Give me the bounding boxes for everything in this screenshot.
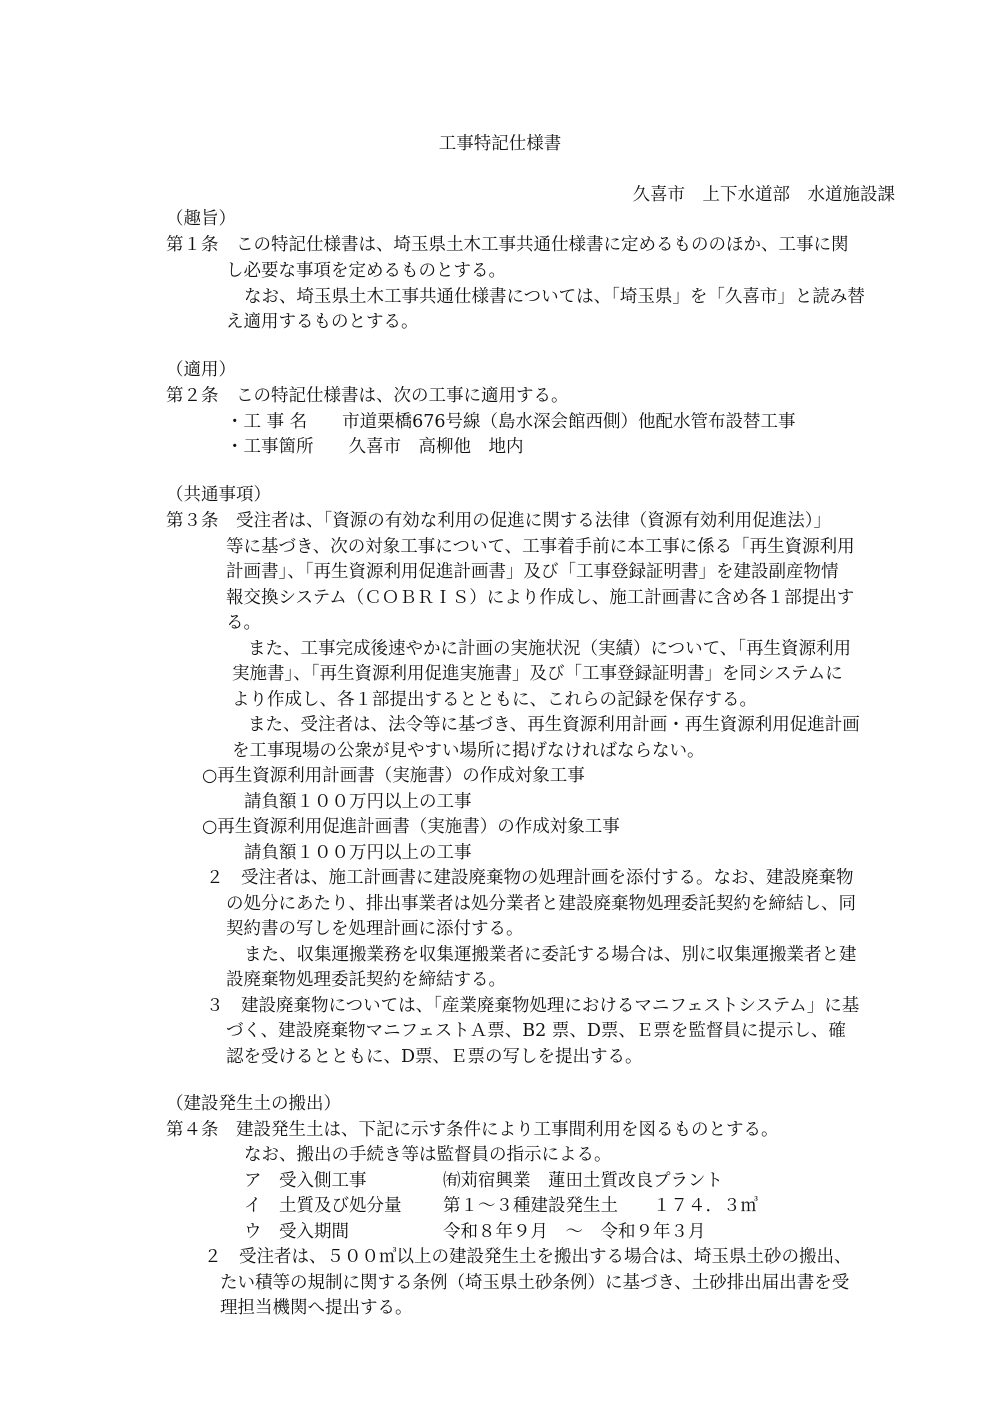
article-3-line-1: 第３条 受注者は、「資源の有効な利用の促進に関する法律（資源有効利用促進法）」 bbox=[166, 511, 831, 531]
clause-2-line-2: の処分にあたり、排出事業者は処分業者と建設廃棄物処理委託契約を締結し、同 bbox=[226, 894, 856, 914]
soil-type-value: 第１～３種建設発生土 １７４．３㎥ bbox=[443, 1196, 758, 1216]
receiver-label: ア 受入側工事 bbox=[244, 1171, 367, 1191]
page-title: 工事特記仕様書 bbox=[438, 134, 562, 154]
article-3-line-5: る。 bbox=[226, 613, 261, 633]
article-4-clause-2-line-3: 理担当機関へ提出する。 bbox=[220, 1298, 413, 1318]
recycle-promotion-target: ○再生資源利用促進計画書（実施書）の作成対象工事 bbox=[202, 817, 620, 837]
period-value: 令和８年９月 ～ 令和９年３月 bbox=[443, 1222, 706, 1242]
section-heading-soil: （建設発生土の搬出） bbox=[166, 1094, 341, 1114]
work-name-line: ・工 事 名 市道栗橋676号線（島水深会館西側）他配水管布設替工事 bbox=[226, 412, 796, 432]
section-heading-purpose: （趣旨） bbox=[166, 209, 236, 229]
clause-2-line-1: ２ 受注者は、施工計画書に建設廃棄物の処理計画を添付する。なお、建設廃棄物 bbox=[206, 868, 854, 888]
receiver-value: ㈲苅宿興業 蓮田土質改良プラント bbox=[443, 1171, 723, 1191]
recycle-plan-target: ○再生資源利用計画書（実施書）の作成対象工事 bbox=[202, 766, 585, 786]
article-3-line-4: 報交換システム（ＣＯＢＲＩＳ）により作成し、施工計画書に含め各１部提出す bbox=[226, 588, 855, 608]
article-3-line-10: を工事現場の公衆が見やすい場所に掲げなければならない。 bbox=[232, 741, 705, 761]
article-1-line-3: なお、埼玉県土木工事共通仕様書については、「埼玉県」を「久喜市」と読み替 bbox=[244, 287, 865, 307]
recycle-plan-amount: 請負額１００万円以上の工事 bbox=[244, 792, 472, 812]
article-3-line-6: また、工事完成後速やかに計画の実施状況（実績）について、「再生資源利用 bbox=[248, 639, 852, 659]
article-2-line-1: 第２条 この特記仕様書は、次の工事に適用する。 bbox=[166, 386, 569, 406]
article-1-line-2: し必要な事項を定めるものとする。 bbox=[226, 261, 506, 281]
article-4-line-1: 第４条 建設発生土は、下記に示す条件により工事間利用を図るものとする。 bbox=[166, 1120, 779, 1140]
article-3-line-3: 計画書」、「再生資源利用促進計画書」及び「工事登録証明書」を建設副産物情 bbox=[226, 562, 839, 582]
work-location-line: ・工事箇所 久喜市 高柳他 地内 bbox=[226, 437, 524, 457]
article-3-line-9: また、受注者は、法令等に基づき、再生資源利用計画・再生資源利用促進計画 bbox=[248, 715, 860, 735]
soil-type-label: イ 土質及び処分量 bbox=[244, 1196, 402, 1216]
clause-3-line-1: ３ 建設廃棄物については、「産業廃棄物処理におけるマニフェストシステム」に基 bbox=[206, 996, 860, 1016]
clause-3-line-2: づく、建設廃棄物マニフェストＡ票、B2 票、D票、Ｅ票を監督員に提示し、確 bbox=[226, 1021, 846, 1041]
clause-3-line-3: 認を受けるとともに、D票、Ｅ票の写しを提出する。 bbox=[226, 1047, 643, 1067]
article-3-line-7: 実施書」、「再生資源利用促進実施書」及び「工事登録証明書」を同システムに bbox=[232, 664, 843, 684]
recycle-promotion-amount: 請負額１００万円以上の工事 bbox=[244, 843, 472, 863]
department-name: 久喜市 上下水道部 水道施設課 bbox=[632, 185, 895, 205]
section-heading-common: （共通事項） bbox=[166, 485, 271, 505]
article-1-line-1: 第１条 この特記仕様書は、埼玉県土木工事共通仕様書に定めるもののほか、工事に関 bbox=[166, 235, 849, 255]
article-3-line-8: より作成し、各１部提出するとともに、これらの記録を保存する。 bbox=[232, 690, 757, 710]
clause-2-line-4: また、収集運搬業務を収集運搬業者に委託する場合は、別に収集運搬業者と建 bbox=[244, 945, 857, 965]
section-heading-scope: （適用） bbox=[166, 360, 236, 380]
article-1-line-4: え適用するものとする。 bbox=[226, 312, 419, 332]
clause-2-line-3: 契約書の写しを処理計画に添付する。 bbox=[226, 919, 524, 939]
article-3-line-2: 等に基づき、次の対象工事について、工事着手前に本工事に係る「再生資源利用 bbox=[226, 537, 855, 557]
clause-2-line-5: 設廃棄物処理委託契約を締結する。 bbox=[226, 970, 506, 990]
article-4-line-2: なお、搬出の手続き等は監督員の指示による。 bbox=[244, 1145, 612, 1165]
article-4-clause-2-line-1: ２ 受注者は、５００㎥以上の建設発生土を搬出する場合は、埼玉県土砂の搬出、 bbox=[204, 1247, 852, 1267]
period-label: ウ 受入期間 bbox=[244, 1222, 349, 1242]
article-4-clause-2-line-2: たい積等の規制に関する条例（埼玉県土砂条例）に基づき、土砂排出届出書を受 bbox=[220, 1273, 850, 1293]
